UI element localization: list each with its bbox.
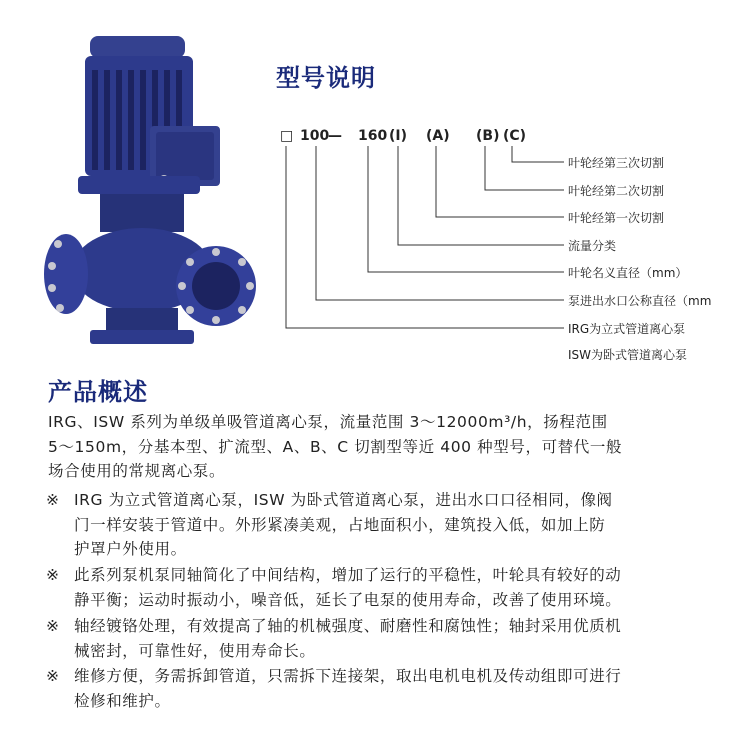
bullet-line: 检修和维护。	[74, 691, 171, 710]
bullet-line: 静平衡；运动时振动小，噪音低，延长了电泵的使用寿命，改善了使用环境。	[74, 590, 622, 609]
bullet-line: 轴经镀铬处理，有效提高了轴的机械强度、耐磨性和腐蚀性；轴封采用优质机	[74, 617, 622, 635]
intro-line: IRG、ISW 系列为单级单吸管道离心泵，流量范围 3～12000m³/h，扬程范围	[48, 413, 608, 431]
code-flow-class: (I)	[389, 128, 408, 144]
overview-intro	[48, 410, 728, 484]
bullet-line: 此系列泵机泵同轴简化了中间结构，增加了运行的平稳性，叶轮具有较好的动	[74, 566, 622, 584]
bullet-mark: ※	[46, 566, 60, 584]
overview-bullet	[46, 614, 736, 663]
overview-section-title: 产品概述	[48, 378, 148, 406]
desc-inlet-outlet-diameter: 泵进出水口公称直径（mm	[568, 294, 712, 308]
bullet-mark: ※	[46, 491, 60, 509]
desc-first-cut: 叶轮经第一次切割	[568, 211, 665, 225]
bullet-line: 维修方便，务需拆卸管道，只需拆下连接架，取出电机电机及传动组即可进行	[74, 667, 622, 685]
code-impeller-diameter: 160	[358, 128, 388, 144]
bullet-line: 械密封，可靠性好，使用寿命长。	[74, 641, 316, 660]
code-prefix-box: □	[280, 128, 294, 144]
code-cut-a: (A)	[426, 128, 450, 144]
overview-bullet	[46, 664, 736, 713]
code-cut-b: (B)	[476, 128, 500, 144]
code-cut-c: (C)	[503, 128, 527, 144]
desc-irg: IRG为立式管道离心泵	[568, 322, 686, 336]
bullet-mark: ※	[46, 667, 60, 685]
bullet-line: 门一样安装于管道中。外形紧凑美观，占地面积小，建筑投入低，如加上防	[74, 515, 606, 534]
desc-second-cut: 叶轮经第二次切割	[568, 184, 665, 198]
intro-line: 5～150m，分基本型、扩流型、A、B、C 切割型等近 400 种型号，可替代一般	[48, 437, 623, 456]
model-section-title: 型号说明	[276, 64, 376, 92]
code-inlet-diameter: 100	[300, 128, 330, 144]
bullet-mark: ※	[46, 617, 60, 635]
desc-impeller-diameter: 叶轮名义直径（mm）	[568, 266, 688, 280]
desc-flow-class: 流量分类	[568, 239, 617, 253]
intro-line: 场合使用的常规离心泵。	[48, 462, 226, 480]
code-dash: —	[328, 128, 342, 144]
bullet-line: 护罩户外使用。	[74, 540, 187, 558]
bullet-line: IRG 为立式管道离心泵，ISW 为卧式管道离心泵，进出水口口径相同，像阀	[74, 491, 613, 509]
desc-third-cut: 叶轮经第三次切割	[568, 156, 665, 170]
desc-isw: ISW为卧式管道离心泵	[568, 348, 688, 362]
overview-bullet	[46, 563, 736, 612]
overview-bullet	[46, 488, 736, 562]
